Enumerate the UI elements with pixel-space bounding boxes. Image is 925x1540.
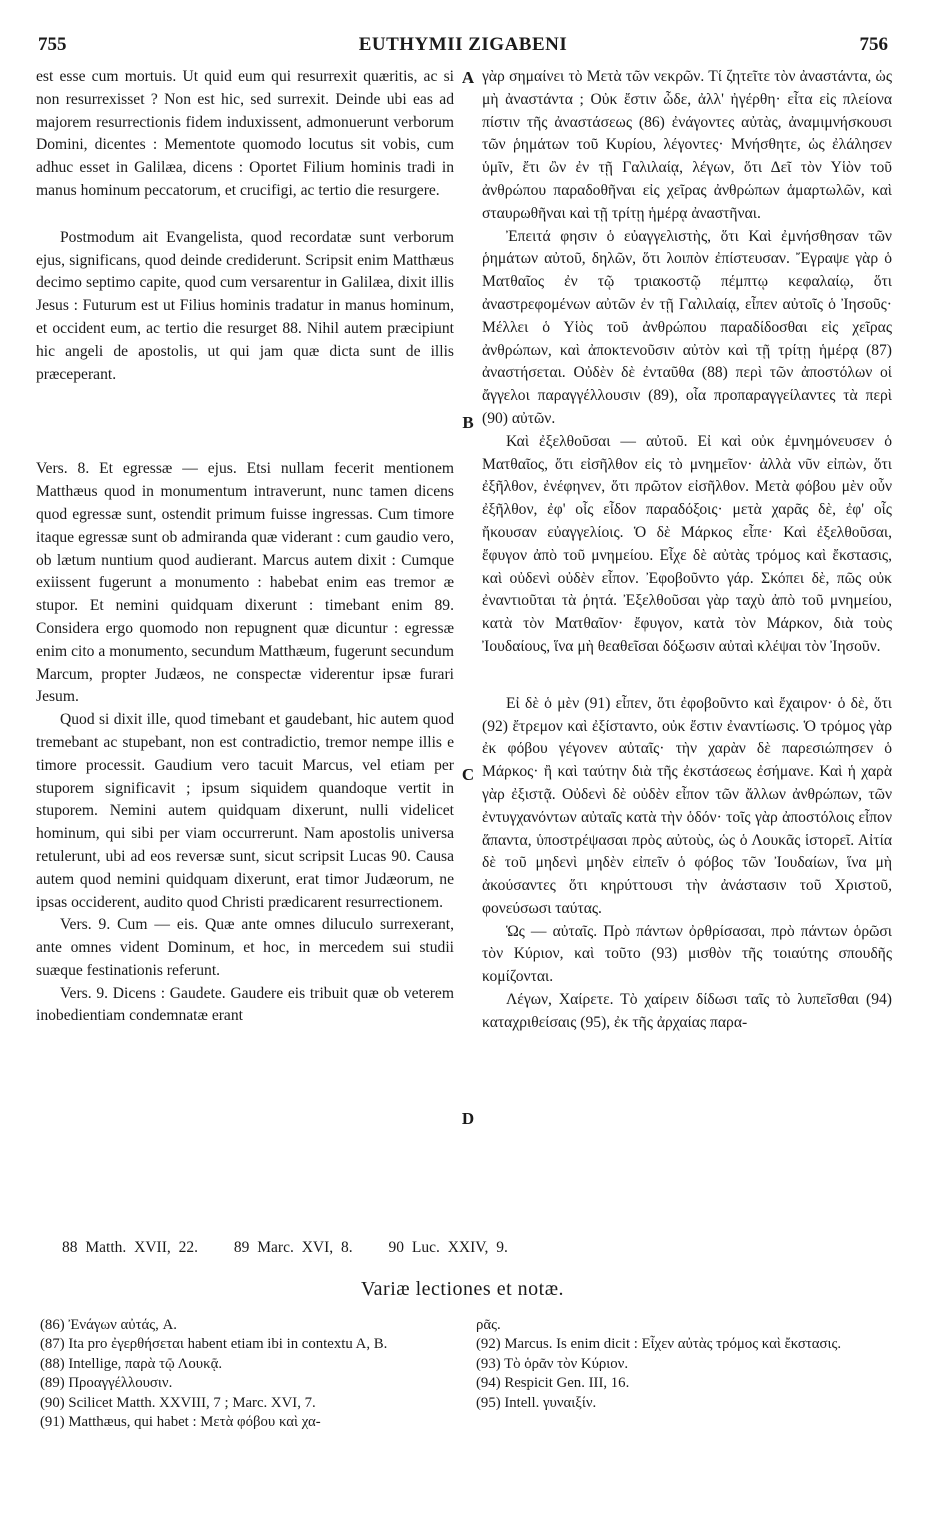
variant-note: (94) Respicit Gen. III, 16.: [476, 1375, 630, 1392]
latin-paragraph: Vers. 8. Et egressæ — ejus. Etsi nullam fecerit mentionem Matthæus quod in monumentum intraverunt, nunc tamen dicens quod egressæ sunt, ostendit primum fuisse ingressas. Cum timore itaque egressæ sunt ob admiranda quæ viderant : cum gaudio vero, ob lætum nuntium quod audierant. Marcus autem dixit : Cumque exiissent fugerunt a monumento : habebat enim eas tremor æ stupor. Et nemini quidquam dixerunt : timebant enim 89. Considera ergo quomodo non repugnent quæ dicuntur : egressæ enim cito a monumento, secundum Matthæum, fugerunt secundum Marcum, propter Judæos, ne conspectæ viderentur ipsæ furari Jesum.: [36, 460, 454, 706]
greek-paragraph: γὰρ σημαίνει τὸ Μετὰ τῶν νεκρῶν. Τί ζητεῖτε τὸν ἀναστάντα, ὡς μὴ ἀναστάντα ; Οὐκ ἔστιν ὧδε, ἀλλ' ἠγέρθη· εἶτα εἰς πλείονα πίστιν τῆς ἀναστάσεως (86) ἐνάγοντες αὐτὰς, ἀναμιμνήσκουσι τῶν ῥημάτων τοῦ Κυρίου, λέγοντες· Μνήσθητε, ὡς ἐλάλησεν ὑμῖν, ἔτι ὢν ἐν τῇ Γαλιλαίᾳ, λέγων, ὅτι Δεῖ τὸν Υἱὸν τοῦ ἀνθρώπου παραδοθῆναι εἰς χεῖρας ἀνθρώπων ἁμαρτωλῶν, καὶ σταυρωθῆναι καὶ τῇ τρίτῃ ἡμέρᾳ ἀναστῆναι.: [482, 68, 892, 222]
greek-column: [482, 66, 892, 1035]
margin-marker-b: B: [462, 413, 474, 432]
greek-paragraph: Ὡς — αὐταῖς. Πρὸ πάντων ὀρθρίσασαι, πρὸ πάντων ὁρῶσι τὸν Κύριον, καὶ τοῦτο (93) μισθὸν τῆς τοιαύτης σπουδῆς κομίζονται.: [482, 922, 892, 986]
page-header: [38, 34, 888, 60]
footnote: 88 Matth. XVII, 22.: [62, 1239, 198, 1256]
running-title: EUTHYMII ZIGABENI: [358, 34, 568, 55]
variant-note: (89) Προαγγέλλουσιν.: [40, 1375, 173, 1392]
greek-paragraph: Ἐπειτά φησιν ὁ εὐαγγελιστὴς, ὅτι Καὶ ἐμνήσθησαν τῶν ῥημάτων αὐτοῦ, δηλῶν, ὅτι λοιπὸν ἐπίστευσαν. Ἔγραψε γὰρ ὁ Ματθαῖος ἐν τῷ τριακοστῷ πέμπτῳ κεφαλαίῳ, ὅτι ἀναστρεφομένων αὐτῶν ἐν τῇ Γαλιλαίᾳ, εἶπεν αὐτοῖς ὁ Ἰησοῦς· Μέλλει ὁ Υἱὸς τοῦ ἀνθρώπου παραδίδοσθαι εἰς χεῖρας ἀνθρώπων, καὶ ἀποκτενοῦσιν αὐτὸν καὶ τῇ τρίτῃ ἡμέρᾳ (87) ἀναστήσεται. Οὐδὲν δὲ ἐνταῦθα (88) περὶ τῶν ἀποστόλων οἱ ἄγγελοι παραγγέλλουσιν (89), οἷα προπαραγγείλαντες τὰ περὶ (90) αὐτῶν.: [482, 227, 892, 427]
variant-note: (90) Scilicet Matth. XXVIII, 7 ; Marc. XVI, 7.: [40, 1394, 316, 1411]
margin-marker-c: C: [461, 765, 475, 784]
variant-note: (92) Marcus. Is enim dicit : Εἶχεν αὐτὰς τρόμος καὶ ἔκστασις.: [476, 1336, 842, 1353]
variant-note: (87) Ita pro ἐγερθήσεται habent etiam ibi in contextu A, B.: [40, 1336, 388, 1353]
latin-paragraph: Postmodum ait Evangelista, quod recordatæ sunt verborum ejus, significans, quod deinde crediderunt. Scripsit enim Matthæus decimo septimo capite, quod cum versarentur in Galilæa, dixit illis Jesus : Futurum est ut Filius hominis tradatur in manus hominum, et occident eum, ac tertio die resurget 88. Nihil autem præcipiunt hic angeli de apostolis, ut qui jam quæ dicta sunt de illis præceperant.: [36, 228, 454, 383]
left-page-number: 755: [38, 34, 67, 55]
variant-notes-left: [40, 1316, 470, 1432]
variant-note: (95) Intell. γυναιξίν.: [476, 1394, 597, 1411]
variant-note: (86) Ἐνάγων αὐτάς, A.: [40, 1317, 177, 1333]
right-page-number: 756: [859, 34, 888, 55]
latin-paragraph: Vers. 9. Dicens : Gaudete. Gaudere eis tribuit quæ ob veterem inobedientiam condemnatæ erant: [36, 984, 454, 1025]
footnote: 90 Luc. XXIV, 9.: [388, 1239, 508, 1256]
notes-title: Variæ lectiones et notæ.: [360, 1278, 565, 1300]
greek-paragraph: Λέγων, Χαίρετε. Τὸ χαίρειν δίδωσι ταῖς τὸ λυπεῖσθαι (94) καταχριθείσαις (95), ἐκ τῆς ἀρχαίας παρα-: [482, 991, 892, 1031]
greek-paragraph: Εἰ δὲ ὁ μὲν (91) εἶπεν, ὅτι ἐφοβοῦντο καὶ ἔχαιρον· ὁ δὲ, ὅτι (92) ἔτρεμον καὶ ἐξίσταντο, οὐκ ἔστιν ἐναντίωσις. Ὁ τρόμος γὰρ ἐκ φόβου γέγονεν αὐταῖς· τὴν χαρὰν δὲ παρεσιώπησεν ὁ Μάρκος· ἢ καὶ ταύτην διὰ τῆς ἐκστάσεως ἐσήμανε. Καὶ ἡ χαρὰ γὰρ ἐξιστᾷ. Οὐδενὶ δὲ οὐδὲν εἶπον τῶν ἄλλων ἀνθρώπων, τῶν ἐντυγχανόντων αὐταῖς κατὰ τὴν ὁδόν· τοῖς γὰρ ἀποστόλοις εἶπον ἅπαντα, ὑποστρέψασαι πρὸς αὐτοὺς, ὡς ὁ Λουκᾶς ἱστορεῖ. Αἰτία δὲ τοῦ μηδενὶ μηδὲν εἰπεῖν ὁ φόβος τῶν Ἰουδαίων, ἵνα μὴ ἀκούσαντες ὅτι κηρύττουσι τὴν ἀνάστασιν τοῦ Χριστοῦ, φονεύσωσι ταύτας.: [482, 694, 892, 917]
variant-note: ρᾶς.: [476, 1317, 501, 1333]
margin-marker-d: D: [461, 1109, 475, 1128]
variant-notes-right: [476, 1316, 896, 1413]
margin-marker-a: A: [461, 68, 475, 87]
latin-column: [36, 66, 454, 1028]
greek-paragraph: Καὶ ἐξελθοῦσαι — αὐτοῦ. Εἰ καὶ οὐκ ἐμνημόνευσεν ὁ Ματθαῖος, ὅτι εἰσῆλθον εἰς τὸ μνημεῖον· ἀλλὰ νῦν εἰπὼν, ὅτι ἐξῆλθον, ἐνέφηνεν, ὅτι πρῶτον εἰσῆλθον. Μετὰ φόβου μὲν οὖν ἐξῆλθον, ἐφ' οἷς εἶδον παραδόξοις· μετὰ χαρᾶς δὲ, ἐφ' οἷς ἤκουσαν εὐαγγελίοις. Ὁ δὲ Μάρκος εἶπε· Καὶ ἐξελθοῦσαι, ἔφυγον ἀπὸ τοῦ μνημείου. Εἶχε δὲ αὐτὰς τρόμος καὶ ἔκστασις, καὶ οὐδενὶ οὐδὲν εἶπον. Ἐφοβοῦντο γάρ. Σκόπει δὲ, πῶς οὐκ ἐναντιοῦται τὰ ῥητά. Ἐξελθοῦσαι γὰρ ταχὺ ἀπὸ τοῦ μνημείου, κατὰ τὸν Ματθαῖον· ἔφυγον, κατὰ τὸν Μάρκον, διὰ τοὺς Ἰουδαίους, ἵνα μὴ θεαθεῖσαι δόξωσιν αὐταὶ κλέψαι τὸν Ἰησοῦν.: [482, 432, 892, 655]
variant-note: (91) Matthæus, qui habet : Μετὰ φόβου καὶ χα-: [40, 1414, 321, 1431]
latin-paragraph: est esse cum mortuis. Ut quid eum qui resurrexit quæritis, ac si non resurrexisset ? Non est hic, sed surrexit. Deinde ubi eas ad majorem resurrectionis fidem induxissent, admonuerunt verborum Domini, dicentes : Mementote quomodo locutus sit vobis, cum adhuc esset in Galilæa, dicens : Oportet Filium hominis tradi in manus hominum peccatorum, et crucifigi, ac tertio die resurgere.: [36, 68, 454, 199]
footnote: 89 Marc. XVI, 8.: [233, 1239, 353, 1256]
variant-note: (88) Intellige, παρὰ τῷ Λουκᾷ.: [40, 1355, 223, 1372]
variant-note: (93) Τὸ ὁρᾶν τὸν Κύριον.: [476, 1355, 629, 1372]
latin-paragraph: Vers. 9. Cum — eis. Quæ ante omnes diluculo surrexerant, ante omnes vident Dominum, et hoc, in mercedem sui studii suæque festinationis referunt.: [36, 916, 454, 979]
scripture-footnotes: [62, 1239, 882, 1257]
latin-paragraph: Quod si dixit ille, quod timebant et gaudebant, hic autem quod tremebant ac stupebant, non est contradictio, tremor nempe illis e timore processit. Gaudium vero tacuit Marcus, vel etiam per stuporem significavit ; ipsum siquidem quandoque vertit in stuporem. Nemini autem quidquam dixerunt, nulli videlicet hominum, qui sibi per viam occurrerunt. Nam apostolis universa retulerunt, ubi ad eos reversæ sunt, sicut scripsit Lucas 90. Causa autem quod nemini quidquam dixerunt, erat timor Judæorum, ne ipsas occiderent, audito quod Christi prædicarent resurrectionem.: [36, 711, 454, 911]
